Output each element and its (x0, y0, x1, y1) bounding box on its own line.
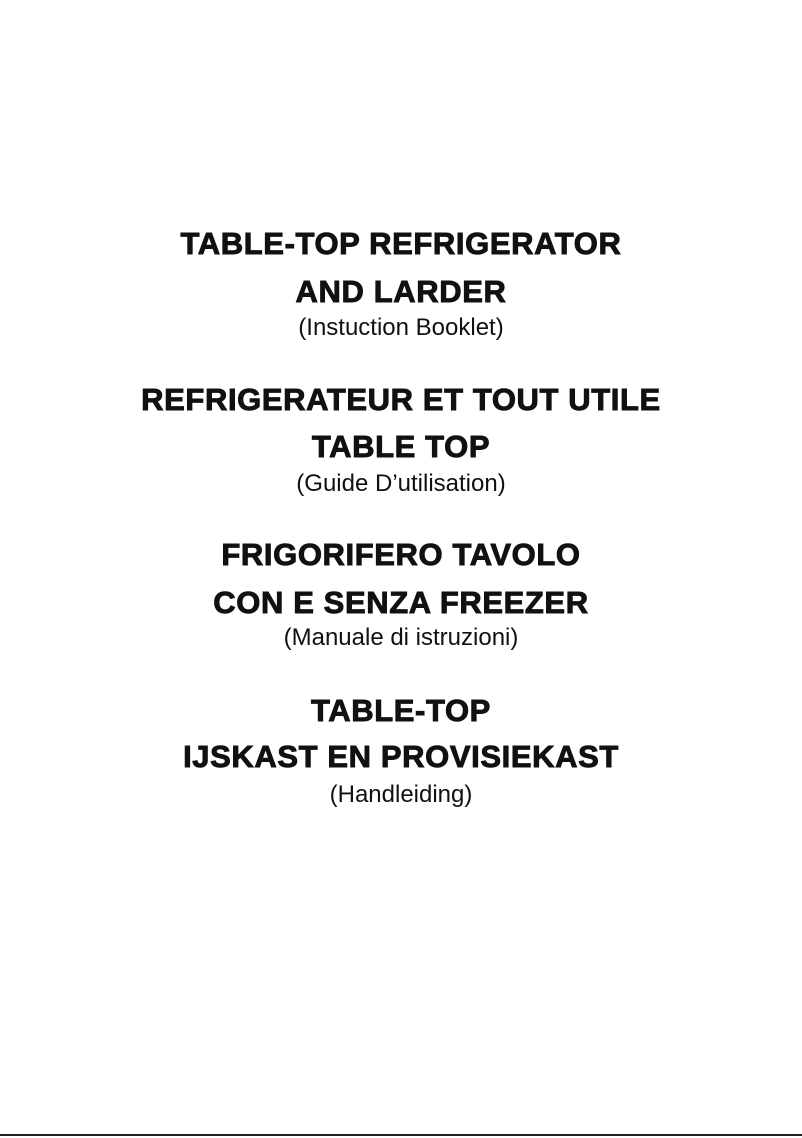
section-title-en-line1: TABLE-TOP REFRIGERATOR (180, 226, 622, 261)
section-title-it-line1: FRIGORIFERO TAVOLO (221, 537, 581, 572)
section-title-nl-line2: IJSKAST EN PROVISIEKAST (183, 739, 619, 774)
section-title-fr-line2: TABLE TOP (311, 429, 491, 464)
section-subtitle-en: (Instuction Booklet) (298, 314, 504, 341)
section-title-nl-line1: TABLE-TOP (311, 693, 491, 728)
section-subtitle-nl: (Handleiding) (329, 781, 473, 808)
section-subtitle-fr: (Guide D’utilisation) (296, 470, 506, 497)
section-subtitle-it: (Manuale di istruzioni) (283, 624, 519, 651)
section-title-it-line2: CON E SENZA FREEZER (213, 585, 589, 620)
section-title-en-line2: AND LARDER (295, 274, 507, 309)
page-edge-rule (0, 1134, 802, 1136)
section-title-fr-line1: REFRIGERATEUR ET TOUT UTILE (141, 382, 661, 417)
